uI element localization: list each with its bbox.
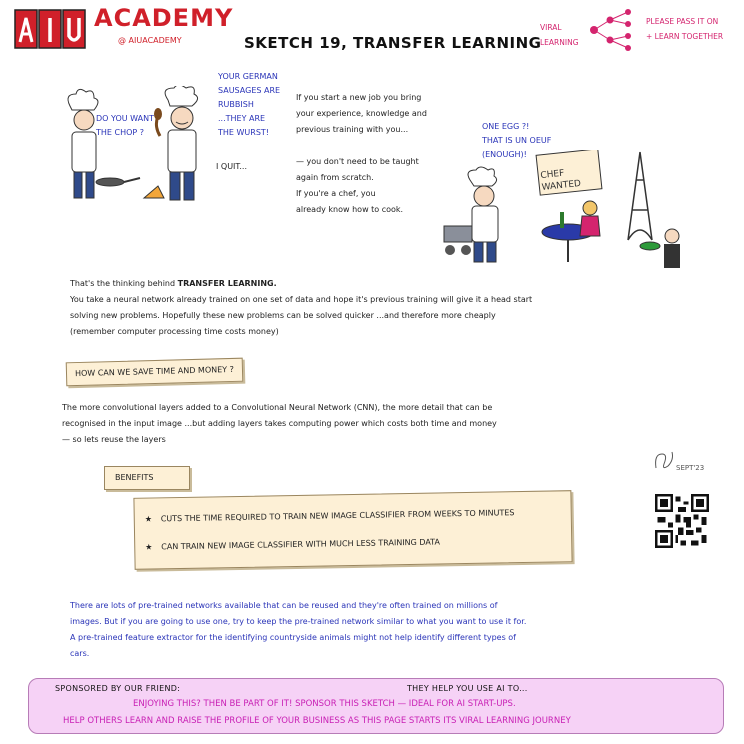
transfer-learning-paragraph: That's the thinking behind TRANSFER LEARNING. You take a neural network already trained on one set of data and hope it's previous training will give it a head start solving new problems. Hopefully these new problems can be solved quicker ...and therefore more cheaply (remember computer processing time costs money) (70, 279, 533, 336)
transfer-learning-term: TRANSFER LEARNING. (177, 279, 277, 288)
sponsor-description: HELP OTHERS LEARN AND RAISE THE PROFILE OF YOUR BUSINESS AS THIS PAGE STARTS ITS VIRAL LEARNING JOURNEY (63, 716, 571, 726)
benefit-item: ★ CUTS THE TIME REQUIRED TO TRAIN NEW IMAGE CLASSIFIER FROM WEEKS TO MINUTES (144, 508, 515, 524)
brand-name: ACADEMY (94, 4, 234, 32)
social-handle: @ AIUACADEMY (118, 36, 182, 45)
qr-code-icon (655, 494, 709, 548)
sponsor-banner (28, 678, 724, 734)
pass-it-on-label: PLEASE PASS IT ON + LEARN TOGETHER (646, 17, 724, 41)
star-icon: ★ (144, 514, 153, 524)
aiu-logo (14, 8, 86, 52)
speech-bubble-chop: DO YOU WANT THE CHOP ? (96, 114, 154, 137)
intro-paragraph: If you start a new job you bring your experience, knowledge and previous training with you... — you don't need to be taught again from scratch. If you're a chef, you already know how to cook. (296, 93, 427, 214)
chef-wanted-sign: CHEF WANTED (539, 168, 582, 194)
sponsor-cta: ENJOYING THIS? THEN BE PART OF IT! SPONSOR THIS SKETCH — IDEAL FOR AI START-UPS. (133, 699, 516, 709)
speech-bubble-egg: ONE EGG ?! THAT IS UN OEUF (ENOUGH)! (482, 122, 552, 159)
speech-bubble-quit: I QUIT... (216, 162, 247, 171)
benefit-item: ★ CAN TRAIN NEW IMAGE CLASSIFIER WITH MUCH LESS TRAINING DATA (145, 537, 441, 552)
signature-icon (652, 448, 678, 474)
pretrained-networks-paragraph: There are lots of pre-trained networks available that can be reused and they're often trained on millions of images. But if you are going to use one, try to keep the pre-trained network similar to what you want to use it for. A pre-trained feature extractor for the identifying countryside animals might not help identify different types of cars. (70, 601, 527, 658)
star-icon: ★ (145, 542, 153, 552)
sponsor-label: SPONSORED BY OUR FRIEND: (55, 684, 181, 693)
sponsor-help-label: THEY HELP YOU USE AI TO... (407, 684, 528, 693)
cnn-layers-paragraph: The more convolutional layers added to a Convolutional Neural Network (CNN), the more detail that can be recognised in the input image ...but adding layers takes computing power which costs both time and money — so lets reuse the layers (62, 403, 497, 444)
speech-bubble-sausages: YOUR GERMAN SAUSAGES ARE RUBBISH ...THEY ARE THE WURST! (218, 72, 281, 137)
question-tag: HOW CAN WE SAVE TIME AND MONEY ? (66, 358, 244, 387)
benefits-label: BENEFITS (104, 466, 190, 490)
network-icon (588, 8, 644, 52)
benefits-box (133, 490, 572, 570)
viral-learning-label: VIRAL LEARNING (540, 23, 579, 47)
signature-date: SEPT'23 (676, 464, 705, 472)
page-title: SKETCH 19, TRANSFER LEARNING (244, 34, 542, 52)
